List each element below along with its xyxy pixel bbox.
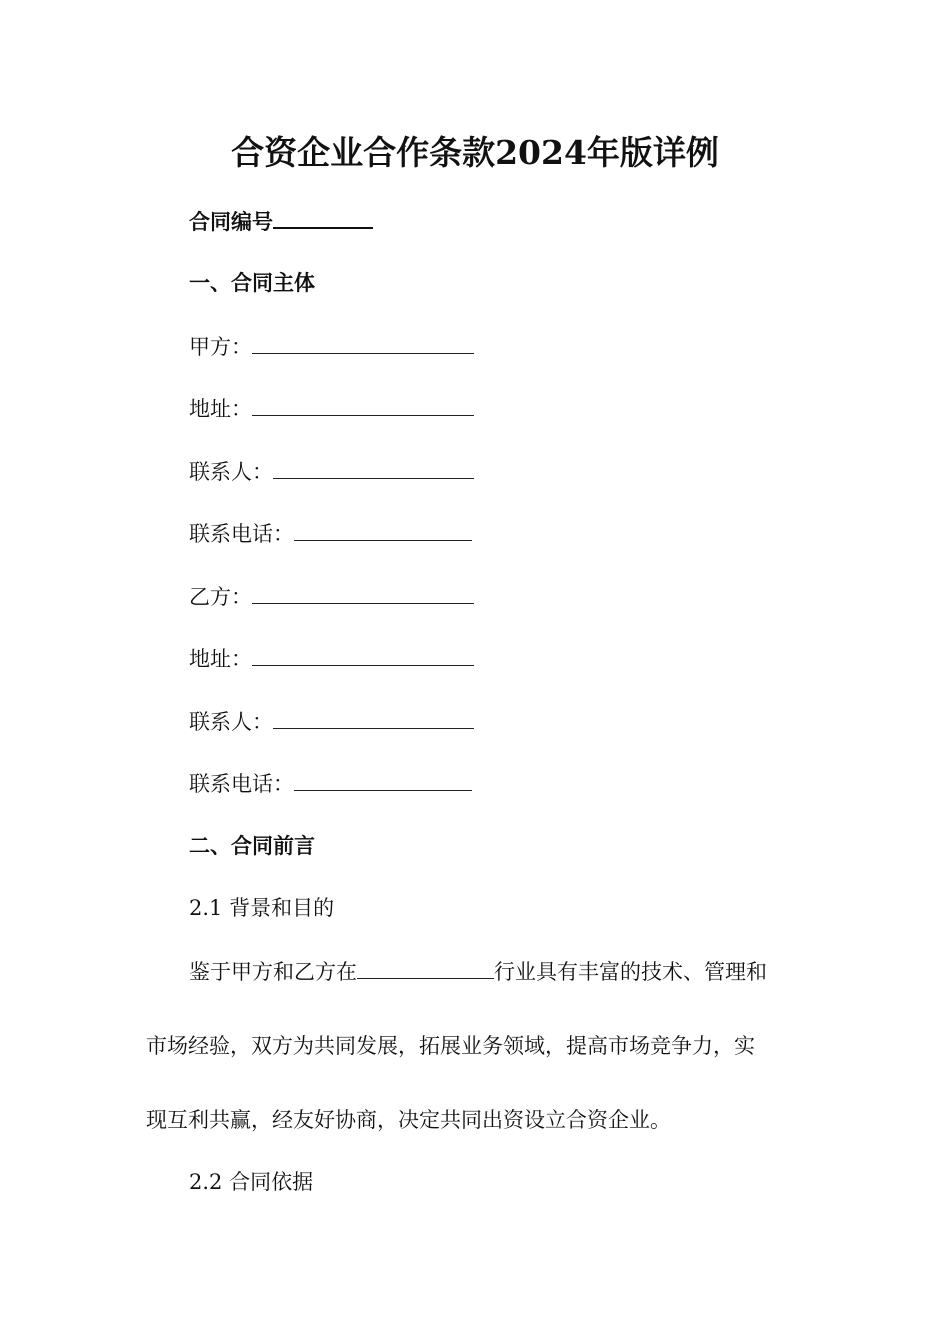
party-a-address-line [189, 393, 474, 424]
party-a-contact-label: 联系人： [189, 460, 273, 484]
party-b-phone-blank[interactable] [294, 768, 472, 791]
party-b-address-label: 地址： [189, 647, 252, 671]
party-b-phone-line [189, 768, 472, 799]
party-b-name-line [189, 581, 474, 612]
party-b-name-blank[interactable] [252, 581, 474, 604]
party-a-name-blank[interactable] [252, 331, 474, 354]
section-2-heading: 二、合同前言 [189, 833, 315, 858]
section-2-2-heading: 2.2 合同依据 [189, 1170, 314, 1194]
party-a-contact-blank[interactable] [273, 456, 474, 479]
background-paragraph-line-3: 现互利共赢，经友好协商，决定共同出资设立合资企业。 [146, 1108, 671, 1132]
party-a-contact-line [189, 456, 474, 487]
section-1-heading: 一、合同主体 [189, 270, 315, 295]
background-text-after-blank: 行业具有丰富的技术、管理和 [494, 960, 767, 984]
party-b-address-blank[interactable] [252, 643, 474, 666]
party-b-contact-blank[interactable] [273, 706, 474, 729]
contract-number-line [189, 205, 373, 237]
section-2-1-heading: 2.1 背景和目的 [189, 896, 335, 920]
background-paragraph-line-2: 市场经验，双方为共同发展，拓展业务领域，提高市场竞争力，实 [146, 1034, 755, 1058]
party-a-name-line [189, 331, 474, 362]
background-text-before-blank: 鉴于甲方和乙方在 [189, 960, 357, 984]
industry-blank[interactable] [357, 956, 494, 979]
party-a-name-label: 甲方： [189, 335, 252, 359]
party-a-phone-label: 联系电话： [189, 522, 294, 546]
background-paragraph-line-1 [189, 956, 767, 987]
party-a-address-label: 地址： [189, 397, 252, 421]
party-b-contact-label: 联系人： [189, 710, 273, 734]
party-b-phone-label: 联系电话： [189, 772, 294, 796]
contract-number-label: 合同编号 [189, 209, 273, 234]
party-b-contact-line [189, 706, 474, 737]
party-a-phone-line [189, 518, 472, 549]
party-a-address-blank[interactable] [252, 393, 474, 416]
party-b-name-label: 乙方： [189, 585, 252, 609]
contract-number-blank[interactable] [273, 205, 373, 229]
party-b-address-line [189, 643, 474, 674]
party-a-phone-blank[interactable] [294, 518, 472, 541]
document-title: 合资企业合作条款2024年版详例 [231, 133, 719, 172]
